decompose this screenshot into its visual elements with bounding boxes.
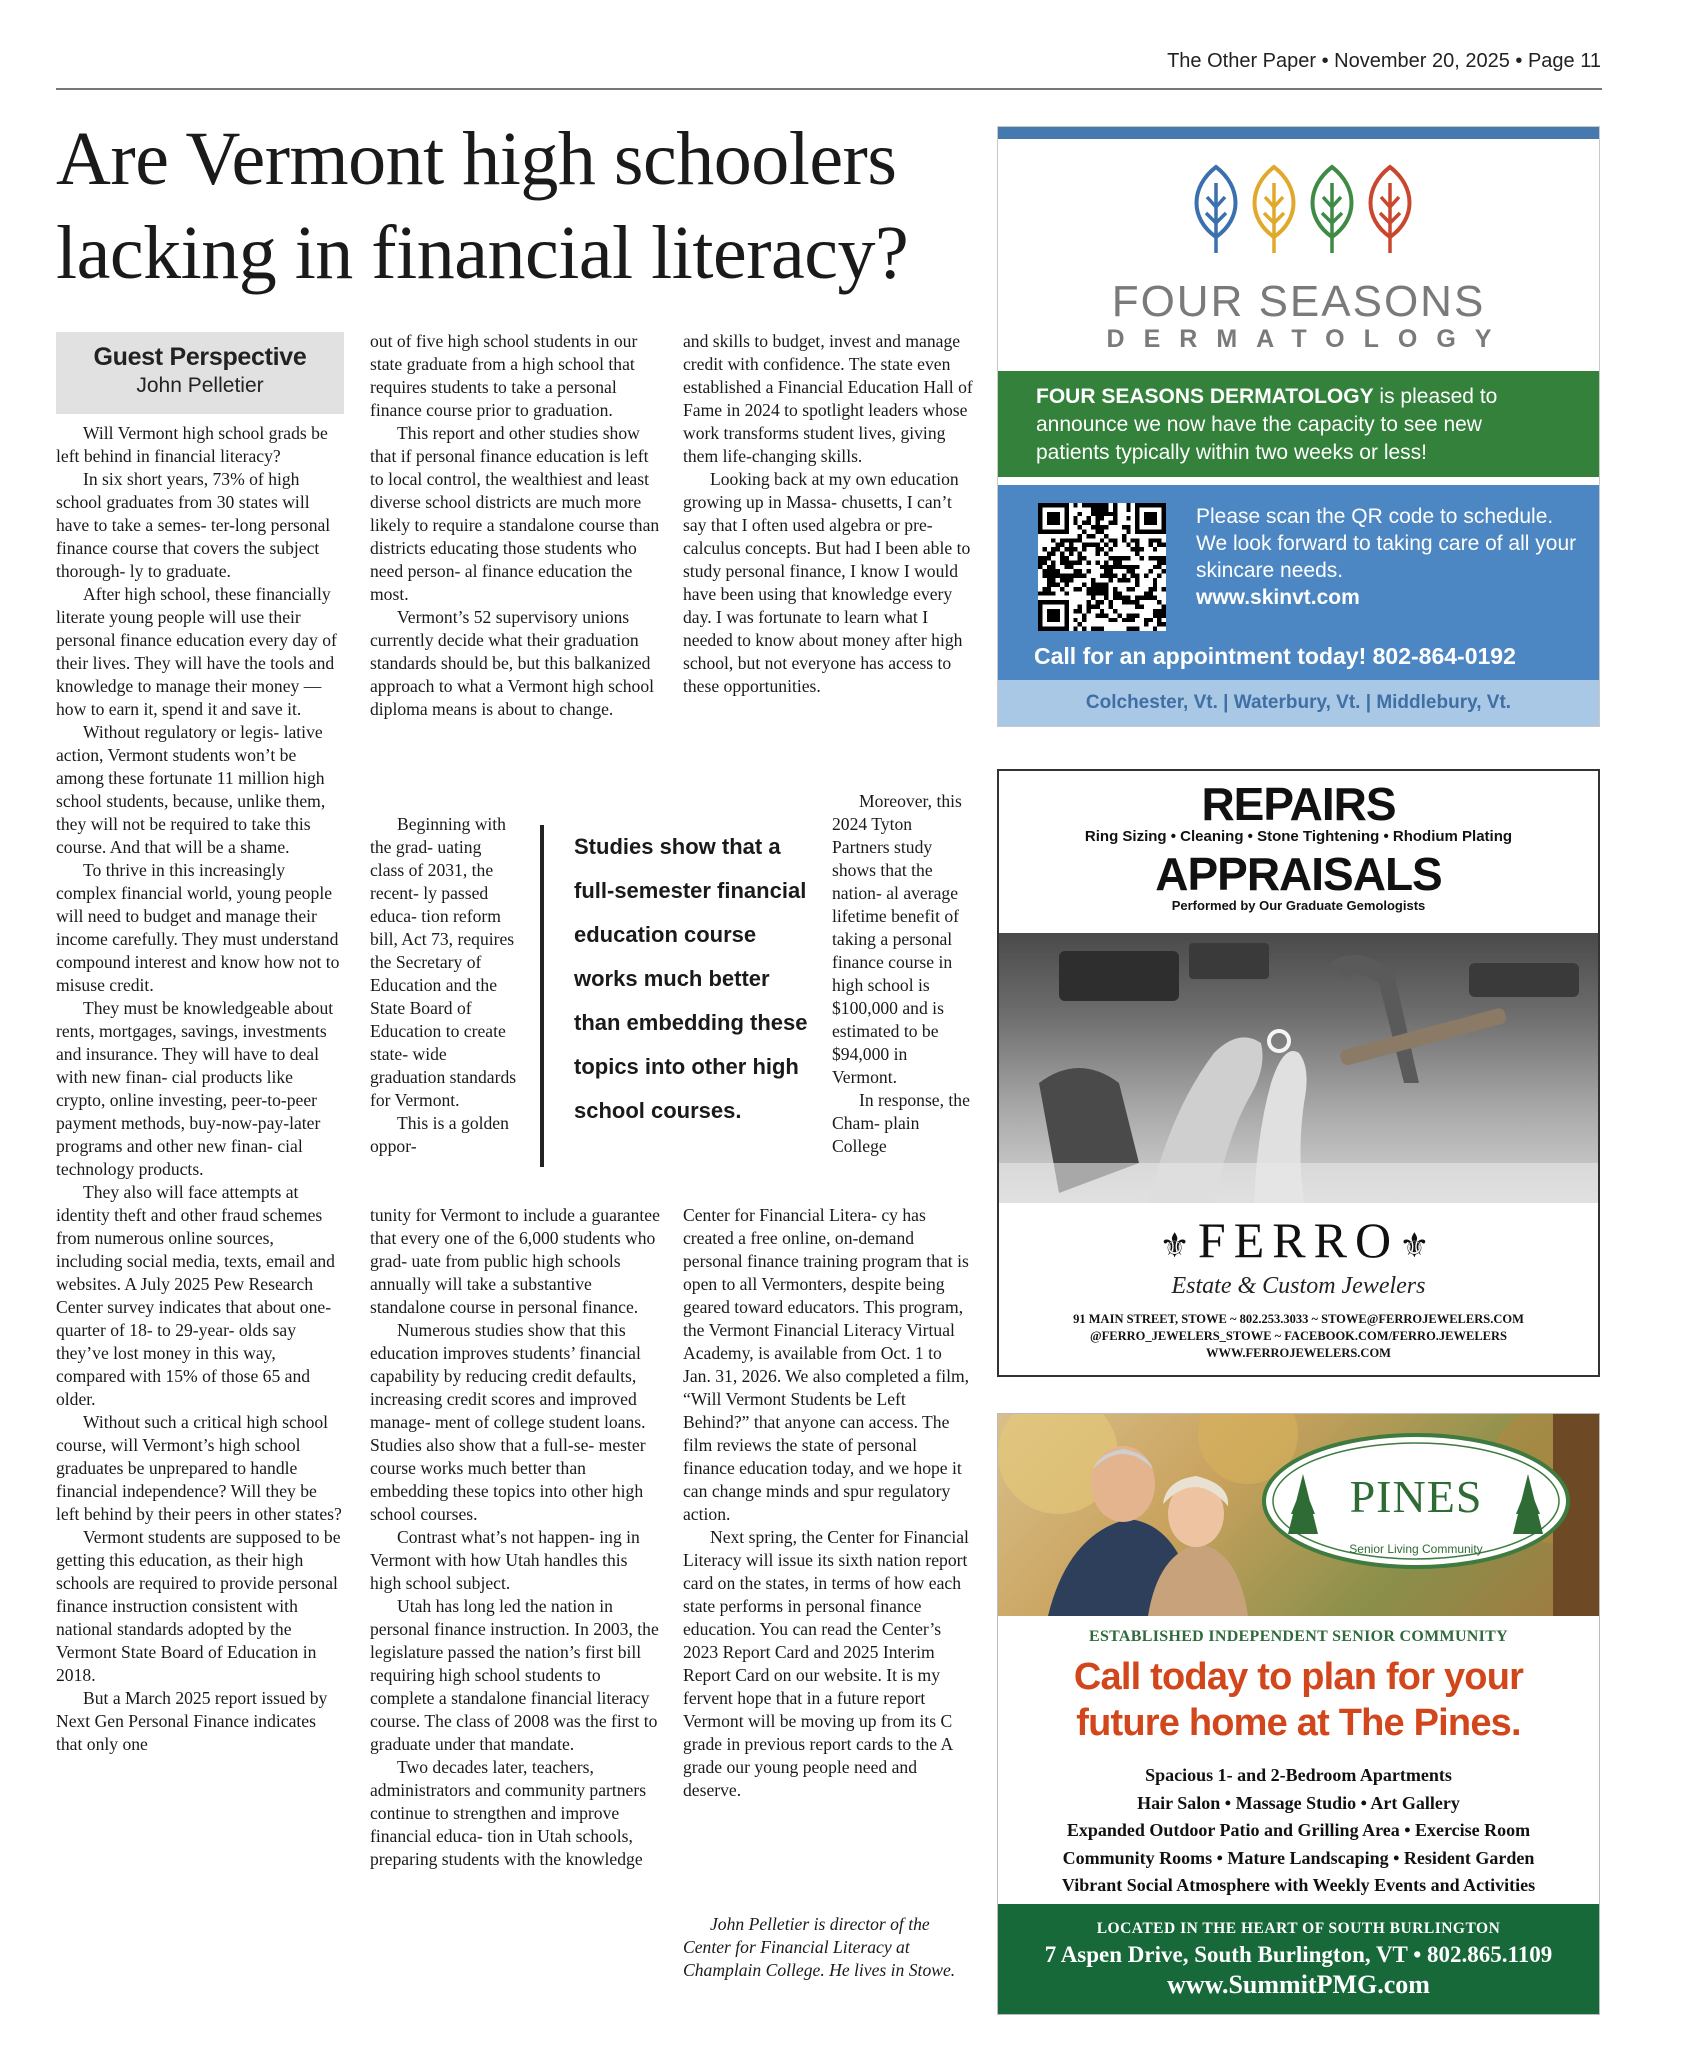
fleur-de-lis-icon: ⚜: [1159, 1228, 1198, 1265]
kicker: Guest Perspective: [93, 343, 307, 371]
ad-four-seasons-dermatology[interactable]: [997, 126, 1600, 727]
page-folio: The Other Paper • November 20, 2025 • Page 11: [1167, 50, 1601, 72]
article-column-2-bottom: [370, 1204, 660, 1871]
amenity-line: Vibrant Social Atmosphere with Weekly Events and Activities: [1061, 1875, 1536, 1895]
paragraph: They also will face attempts at identity theft and other fraud schemes from numerous online sources, including social media, texts, email and websites. A July 2025 Pew Research Center survey indicates that about one-quarter of 18- to 29-year- olds say they’ve lost money in this way, compared with 15% of those 65 and older.: [56, 1182, 335, 1409]
amenity-line: Expanded Outdoor Patio and Grilling Area • Exercise Room: [1066, 1820, 1531, 1840]
ferro-tagline: Estate & Custom Jewelers: [1171, 1273, 1426, 1299]
paragraph: Contrast what’s not happen- ing in Vermont with how Utah handles this high school subject.: [370, 1527, 640, 1593]
amenity-line: Hair Salon • Massage Studio • Art Gallery: [1137, 1792, 1460, 1813]
paragraph: Next spring, the Center for Financial Literacy will issue its sixth nation report card on the states, in terms of how each state performs in personal finance education. You can read the Center’s 2023 Report Card and 2025 Interim Report Card on our website. It is my fervent hope that in a future report Vermont will be moving up from its C grade in previous report cards to the A grade our young people need and deserve.: [683, 1527, 969, 1800]
article-column-3-top: [683, 330, 973, 698]
dermatology-brand-sub: DERMATOLOGY: [1106, 325, 1511, 353]
ferro-website[interactable]: WWW.FERROJEWELERS.COM: [1206, 1346, 1391, 1360]
article-column-2-narrow: [370, 813, 518, 1158]
paragraph: out of five high school students in our state graduate from a high school that requires students to take a personal finance course prior to graduation.: [370, 331, 638, 420]
paragraph: Moreover, this 2024 Tyton Partners study shows that the nation- al average lifetime benefit of taking a personal finance course in high school is $100,000 and is estimated to be $94,000 in Vermont.: [832, 791, 962, 1087]
paragraph: and skills to budget, invest and manage credit with confidence. The state even established a Financial Education Hall of Fame in 2024 to spotlight leaders whose work transforms student lives, giving them life-changing skills.: [683, 331, 973, 466]
jeweler-illustration: [999, 933, 1598, 1203]
senior-couple-photo: [998, 1414, 1599, 1616]
pines-logo: PINES: [1349, 1471, 1483, 1522]
paragraph: Utah has long led the nation in personal finance instruction. In 2003, the legislature passed the nation’s first bill requiring high school students to complete a standalone financial literacy course. The class of 2008 was the first to graduate under that mandate.: [370, 1596, 659, 1754]
article-column-2-top: [370, 330, 660, 721]
paragraph: Numerous studies show that this education improves students’ financial capability by reducing credit defaults, increasing credit scores and improved manage- ment of college student loans. Studies also show that a full-se- mester course works much better than embedding these topics into other high school courses.: [370, 1320, 646, 1524]
gemologists-note: Performed by Our Graduate Gemologists: [1171, 898, 1426, 913]
article-column-3-narrow: [832, 790, 972, 1158]
dermatology-qr-panel: [998, 485, 1599, 681]
pines-established: ESTABLISHED INDEPENDENT SENIOR COMMUNITY: [1088, 1628, 1509, 1645]
guest-perspective-box: [56, 332, 344, 414]
leaf-vein-icon: [1380, 183, 1400, 253]
dermatology-announcement: [998, 371, 1599, 477]
dermatology-locations: Colchester, Vt. | Waterbury, Vt. | Middlebury, Vt.: [998, 680, 1599, 726]
repairs-heading: REPAIRS: [1201, 778, 1396, 830]
ferro-social[interactable]: @FERRO_JEWELERS_STOWE ~ FACEBOOK.COM/FERRO.JEWELERS: [1089, 1329, 1508, 1343]
pines-call-to-action: [998, 1654, 1599, 1746]
leaf-vein-icon: [1206, 183, 1226, 253]
top-rule: [56, 88, 1602, 90]
appointment-phone[interactable]: Call for an appointment today! 802-864-0192: [1034, 643, 1516, 669]
article-column-1: [56, 422, 344, 1756]
issue-date: November 20, 2025: [1334, 50, 1510, 72]
headline-line-1: Are Vermont high schoolers: [56, 117, 897, 201]
pines-footer: [998, 1904, 1599, 2014]
paragraph: Two decades later, teachers, administrators and community partners continue to strengthen and improve financial educa- tion in Utah schools, preparing students with the knowledge: [370, 1757, 647, 1869]
amenity-line: Spacious 1- and 2-Bedroom Apartments: [1145, 1765, 1452, 1785]
paragraph: Looking back at my own education growing up in Massa- chusetts, I can’t say that I often used algebra or pre-calculus concepts. But had I been able to study personal finance, I know I would have been using that knowledge every day. I was fortunate to learn what I needed to know about money after high school, but not everyone has access to these opportunities.: [683, 469, 971, 696]
paragraph: Center for Financial Litera- cy has created a free online, on-demand personal finance training program that is open to all Vermonters, despite being geared toward educators. This program, the Vermont Financial Literacy Virtual Academy, is available from Oct. 1 to Jan. 31, 2026. We also completed a film, “Will Vermont Students be Left Behind?” that anyone can access. The film reviews the state of personal finance education today, and we hope it can change minds and spur regulatory action.: [683, 1205, 970, 1524]
leaf-vein-icon: [1322, 183, 1342, 253]
pines-located: LOCATED IN THE HEART OF SOUTH BURLINGTON: [1096, 1920, 1501, 1937]
pines-amenities: [998, 1762, 1599, 1900]
headline-line-2: lacking in financial literacy?: [56, 211, 909, 295]
ad-ferro-jewelers[interactable]: [997, 769, 1600, 1377]
amenity-line: Community Rooms • Mature Landscaping • Resident Garden: [1062, 1847, 1535, 1868]
article-column-3-bottom: [683, 1204, 973, 1802]
repair-services: Ring Sizing • Cleaning • Stone Tightening • Rhodium Plating: [1084, 828, 1513, 845]
paragraph: In six short years, 73% of high school graduates from 30 states will have to take a semes- ter-long personal finance course that covers the subject thorough- ly to graduate.: [56, 469, 331, 581]
paragraph: This report and other studies show that if personal finance education is left to local control, the wealthiest and least diverse school districts are much more likely to require a standalone course than districts educating those students who need person- al finance education the most.: [370, 423, 660, 604]
pines-logo-sub: Senior Living Community: [1349, 1542, 1483, 1556]
byline: John Pelletier: [136, 374, 264, 397]
dermatology-website-link[interactable]: www.skinvt.com: [1196, 586, 1360, 609]
qr-code-icon[interactable]: [1038, 503, 1166, 631]
paragraph: Will Vermont high school grads be left behind in financial literacy?: [56, 423, 328, 466]
paragraph: Vermont students are supposed to be getting this education, as their high schools are required to provide personal finance instruction consistent with national standards adopted by the Vermont State Board of Education in 2018.: [56, 1527, 341, 1685]
paragraph: In response, the Cham- plain College: [832, 1090, 970, 1156]
paragraph: Beginning with the grad- uating class of 2031, the recent- ly passed educa- tion reform bill, Act 73, requires the Secretary of Education and the State Board of Education to create state- wide graduation standards for Vermont.: [370, 814, 517, 1110]
dermatology-brand-name: FOUR SEASONS: [1111, 277, 1486, 326]
ad-top-strip: [998, 127, 1599, 139]
call-line-2: future home at The Pines.: [1076, 1702, 1521, 1744]
ferro-contact: [999, 1311, 1598, 1362]
qr-instructions: [1196, 503, 1586, 611]
page-number: Page 11: [1527, 50, 1601, 72]
appraisals-heading: APPRAISALS: [1155, 848, 1442, 900]
ad-the-pines[interactable]: [997, 1413, 1600, 2015]
paragraph: Without regulatory or legis- lative action, Vermont students won’t be among these fortunate 11 million high school students, because, unlike them, they will not be required to take this course. And that will be a shame.: [56, 722, 326, 857]
paragraph: But a March 2025 report issued by Next Gen Personal Finance indicates that only one: [56, 1688, 328, 1754]
paragraph: To thrive in this increasingly complex financial world, young people will need to budget and manage their income carefully. They must understand compound interest and know how not to misuse credit.: [56, 860, 340, 995]
announcement-bold: FOUR SEASONS DERMATOLOGY: [1036, 385, 1374, 408]
paragraph: Without such a critical high school course, will Vermont’s high school graduates be unprepared to handle financial independence? Will they be left behind by their peers in other states?: [56, 1412, 342, 1524]
pull-quote: Studies show that a full-semester financial education course works much better than embedding these topics into other high school courses.: [540, 825, 820, 1167]
pines-address[interactable]: 7 Aspen Drive, South Burlington, VT • 802.865.1109: [1044, 1942, 1553, 1967]
paragraph: After high school, these financially literate young people will use their personal finance education every day of their lives. They will have the tools and knowledge to manage their money — how to earn it, spend it and save it.: [56, 584, 337, 719]
pines-website[interactable]: www.SummitPMG.com: [1167, 1970, 1430, 1999]
paragraph: Vermont’s 52 supervisory unions currently decide what their graduation standards should be, but this balkanized approach to what a Vermont high school diploma means is about to change.: [370, 607, 655, 719]
jeweler-hands-photo: [999, 933, 1598, 1203]
paper-name: The Other Paper: [1167, 50, 1317, 72]
paragraph: tunity for Vermont to include a guarantee that every one of the 6,000 students who grad- uate from public high schools annually will take a substantive standalone course in personal finance.: [370, 1205, 660, 1317]
author-bio: John Pelletier is director of the Center for Financial Literacy at Champlain College. He lives in Stowe.: [683, 1914, 956, 1980]
article-headline: [56, 112, 986, 300]
announcement-text: is pleased to announce we now have the capacity to see new patients typically within two weeks or less!: [1036, 385, 1498, 464]
call-line-1: Call today to plan for your: [1073, 1656, 1524, 1698]
qr-text: Please scan the QR code to schedule. We look forward to taking care of all your skincare needs.: [1196, 505, 1577, 582]
ferro-address[interactable]: 91 MAIN STREET, STOWE ~ 802.253.3033 ~ STOWE@FERROJEWELERS.COM: [1073, 1312, 1524, 1326]
ferro-logo: [999, 1211, 1598, 1269]
leaf-logo-icon: [1188, 163, 1418, 255]
leaf-vein-icon: [1264, 183, 1284, 253]
ferro-brand-name: FERRO: [1197, 1212, 1400, 1268]
paragraph: They must be knowledgeable about rents, mortgages, savings, investments and insurance. They will have to deal with new finan- cial products like crypto, online investing, peer-to-peer payment methods, buy-now-pay-later programs and other new finan- cial technology products.: [56, 998, 334, 1179]
paragraph: This is a golden oppor-: [370, 1113, 509, 1156]
fleur-de-lis-icon: ⚜: [1399, 1228, 1438, 1265]
